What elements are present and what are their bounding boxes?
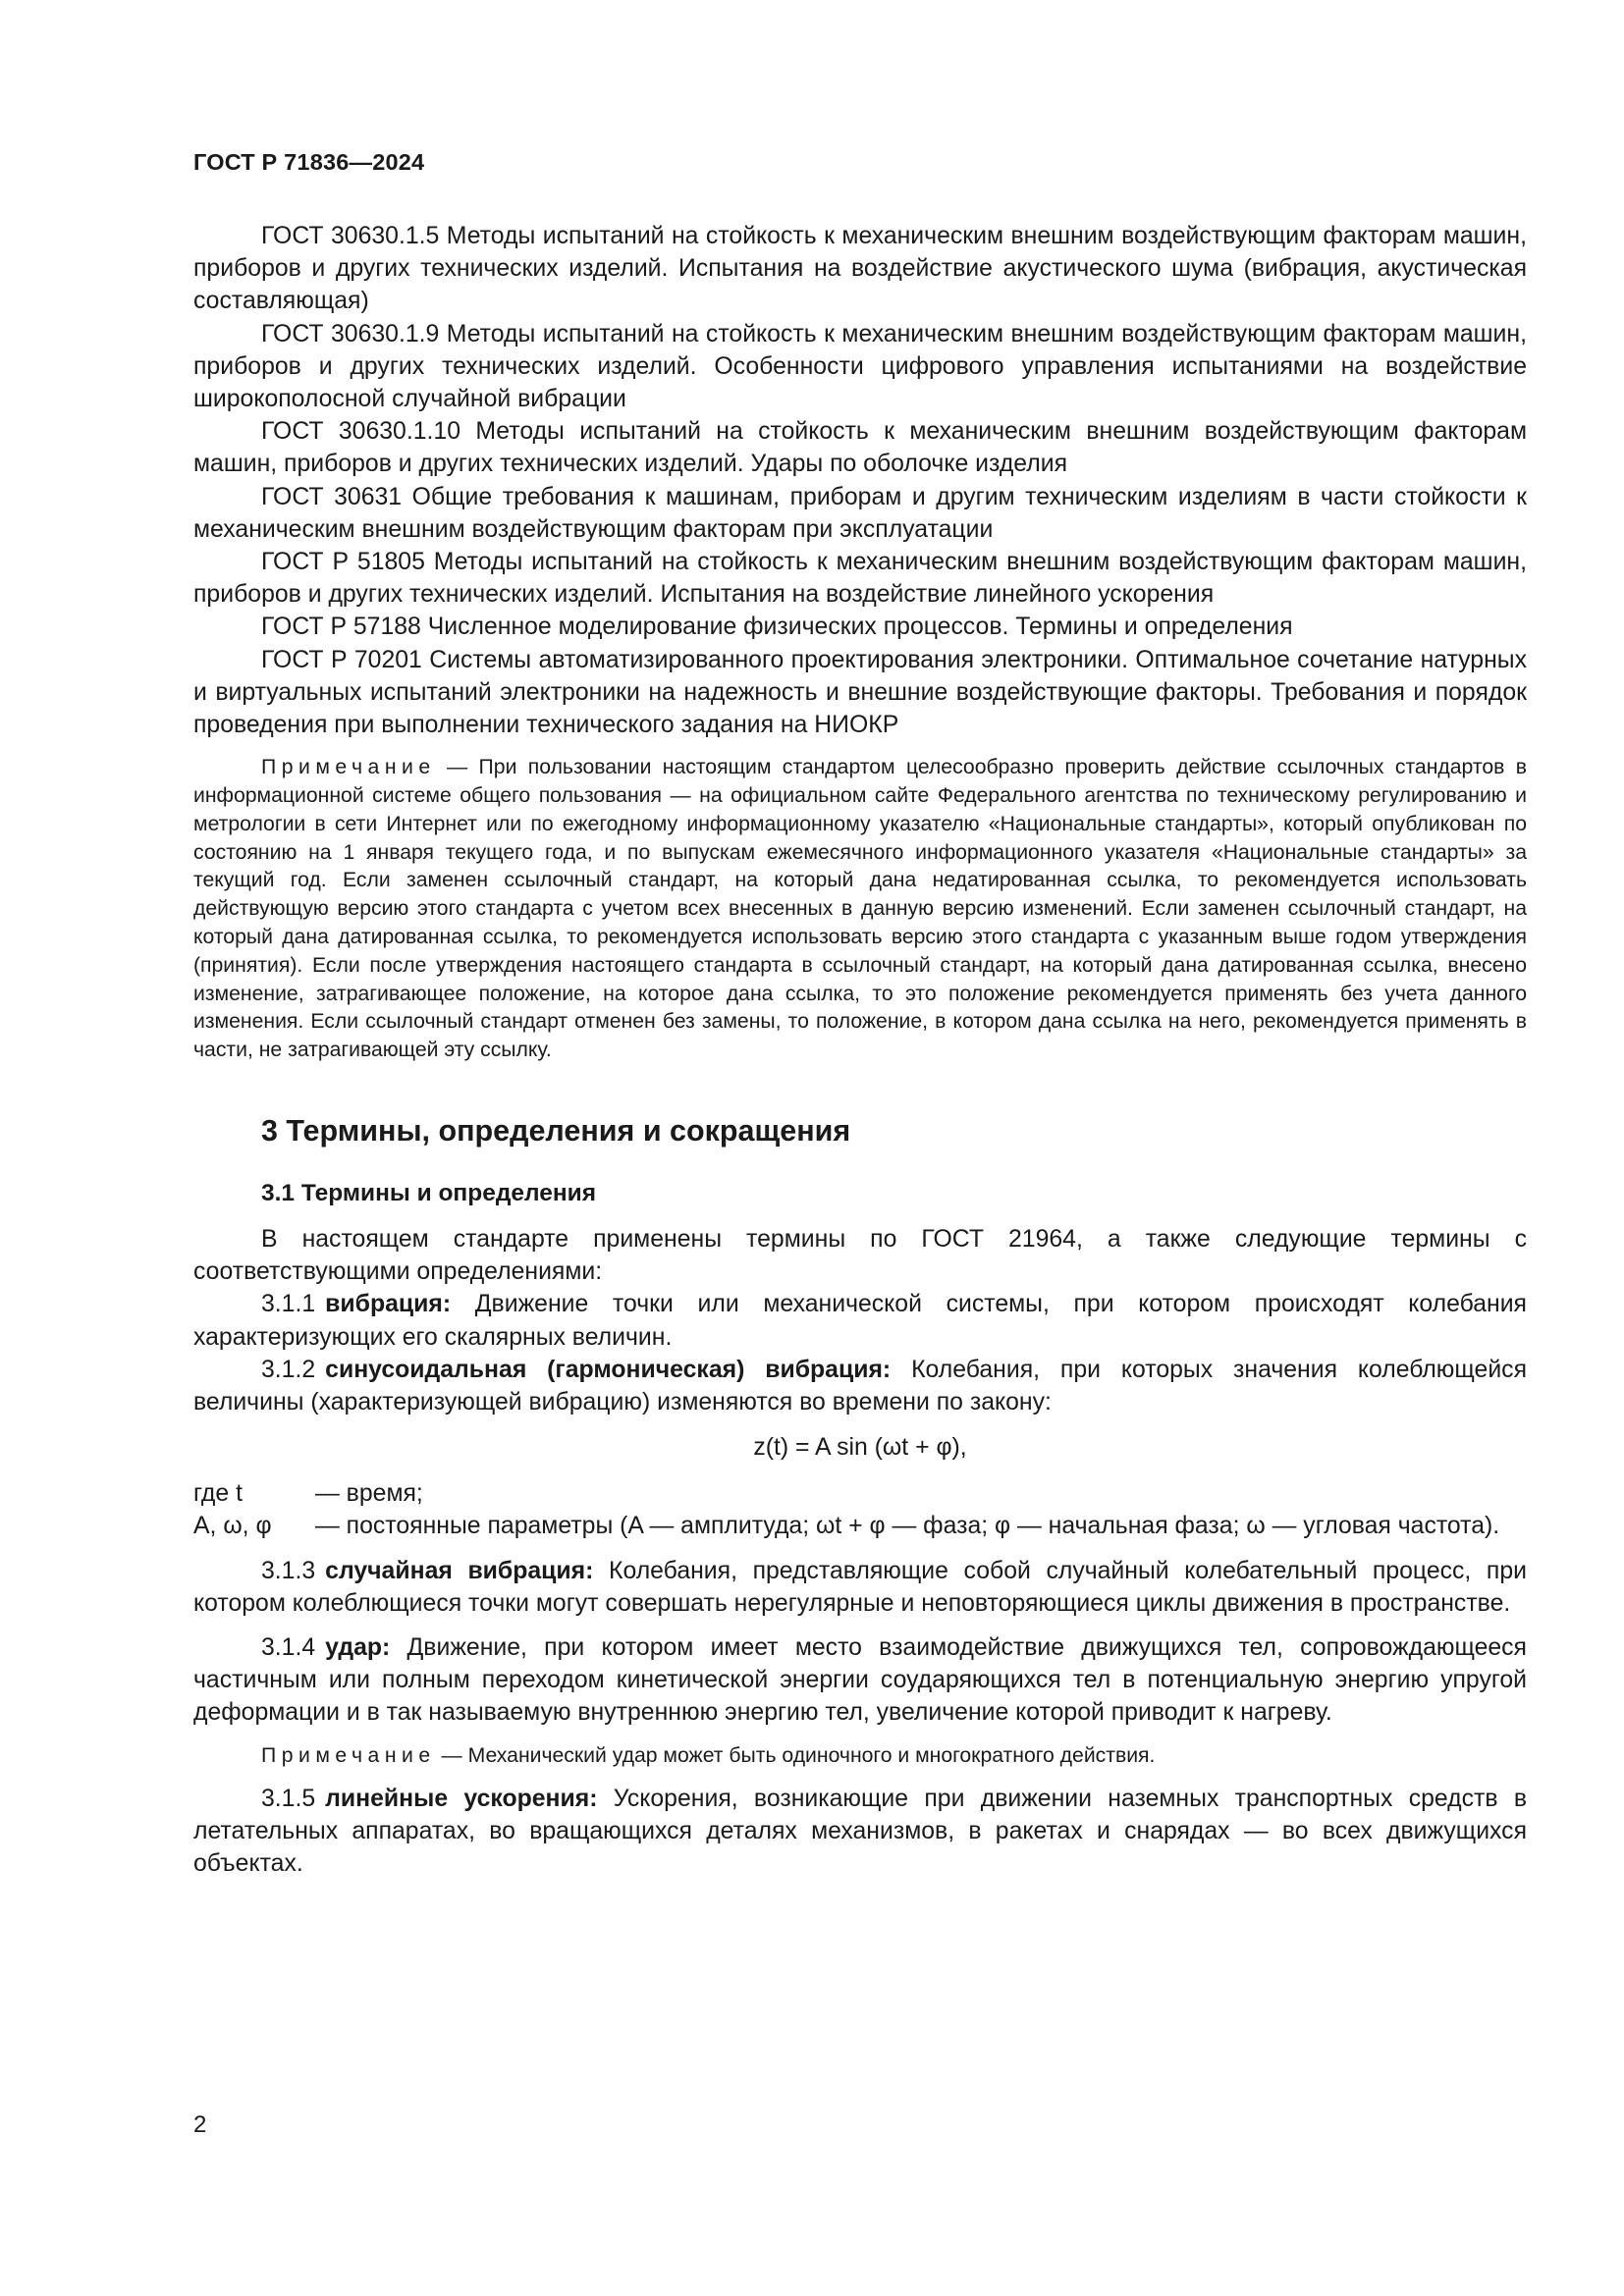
- shock-note: [193, 1741, 1527, 1771]
- term-name: случайная вибрация:: [325, 1557, 594, 1584]
- term-definition: Колебания, представляющие собой случайный колебательный процесс, при котором колеблющиеся точки могут совершать нерегулярные и неповторяющиеся циклы движения в пространстве.: [193, 1557, 1527, 1617]
- legend-description: — время;: [315, 1480, 423, 1508]
- term-definition: Движение точки или механической системы, при котором происходят колебания характеризующих его скалярных величин.: [193, 1291, 1527, 1351]
- subsection-3-1-title: 3.1 Термины и определения: [261, 1180, 597, 1207]
- term-3-1-2: [193, 1354, 1527, 1418]
- vibration-formula: z(t) = A sin (ωt + φ),: [753, 1434, 967, 1462]
- legend-symbol: где t: [193, 1480, 243, 1508]
- term-number: 3.1.2: [261, 1356, 316, 1383]
- reference-item: ГОСТ 30630.1.9 Методы испытаний на стойкость к механическим внешним воздействующим факторам машин, приборов и других технических изделий. Особенности цифрового управления испытаниями на воздействие широкополосной случайной вибрации: [193, 320, 1527, 413]
- term-number: 3.1.3: [261, 1557, 316, 1584]
- legend-row-t: [193, 1477, 1527, 1510]
- term-definition: Ускорения, возникающие при движении наземных транспортных средств в летательных аппаратах, во вращающихся деталях механизмов, в ракетах и снарядах — во всех движущихся объектах.: [193, 1785, 1527, 1878]
- term-3-1-5: [193, 1783, 1527, 1881]
- term-3-1-3: [193, 1555, 1527, 1620]
- formula-legend: [193, 1477, 1527, 1542]
- normative-references-list: [193, 220, 1527, 741]
- terms-intro: В настоящем стандарте применены термины по ГОСТ 21964, а также следующие термины с соответствующими определениями:: [193, 1226, 1527, 1286]
- reference-item: ГОСТ Р 70201 Системы автоматизированного проектирования электроники. Оптимальное сочетание натурных и виртуальных испытаний электроники на надежность и внешние воздействующие факторы. Требования и порядок проведения при выполнении технического задания на НИОКР: [193, 646, 1527, 739]
- note-text: — Механический удар может быть одиночного и многократного действия.: [435, 1743, 1156, 1767]
- term-name: удар:: [325, 1634, 391, 1662]
- reference-item: ГОСТ Р 57188 Численное моделирование физических процессов. Термины и определения: [261, 614, 1293, 641]
- reference-item: ГОСТ 30630.1.10 Методы испытаний на стойкость к механическим внешним воздействующим факторам машин, приборов и других технических изделий. Удары по оболочке изделия: [193, 418, 1527, 478]
- term-name: синусоидальная (гармоническая) вибрация:: [325, 1356, 892, 1383]
- term-name: вибрация:: [325, 1291, 452, 1318]
- section-3-title: 3 Термины, определения и сокращения: [261, 1114, 851, 1148]
- reference-item: ГОСТ Р 51805 Методы испытаний на стойкость к механическим внешним воздействующим факторам машин, приборов и других технических изделий. Испытания на воздействие линейного ускорения: [193, 549, 1527, 609]
- term-number: 3.1.4: [261, 1634, 316, 1662]
- reference-item: ГОСТ 30631 Общие требования к машинам, приборам и другим техническим изделиям в части стойкости к механическим внешним воздействующим факторам при эксплуатации: [193, 483, 1527, 543]
- term-3-1-4: [193, 1631, 1527, 1730]
- reference-item: ГОСТ 30630.1.5 Методы испытаний на стойкость к механическим внешним воздействующим факторам машин, приборов и других технических изделий. Испытания на воздействие акустического шума (вибрация, акустическая составляющая): [193, 223, 1527, 315]
- term-3-1-1: [193, 1288, 1527, 1353]
- term-number: 3.1.1: [261, 1291, 316, 1318]
- references-note: [193, 754, 1527, 1065]
- note-text: — При пользовании настоящим стандартом целесообразно проверить действие ссылочных стандартов в информационной системе общего пользования — на официальном сайте Федерального агентства по техническому регулированию и метрологии в сети Интернет или по ежегодному информационному указателю «Национальные стандарты», который опубликован по состоянию на 1 января текущего года, и по выпускам ежемесячного информационного указателя «Национальные стандарты» за текущий год. Если заменен ссылочный стандарт, на который дана недатированная ссылка, то рекомендуется использовать действующую версию этого стандарта с учетом всех внесенных в данную версию изменений. Если заменен ссылочный стандарт, на который дана датированная ссылка, то рекомендуется использовать версию этого стандарта с указанным выше годом утверждения (принятия). Если после утверждения настоящего стандарта в ссылочный стандарт, на который дана датированная ссылка, внесено изменение, затрагивающее положение, на которое дана ссылка, то это положение рекомендуется применять без учета данного изменения. Если ссылочный стандарт отменен без замены, то положение, в котором дана ссылка на него, рекомендуется применять в части, не затрагивающей эту ссылку.: [193, 756, 1527, 1062]
- page-body: [193, 220, 1527, 1880]
- term-definition: Колебания, при которых значения колеблющейся величины (характеризующей вибрацию) изменяются во времени по закону:: [193, 1356, 1527, 1416]
- note-label: Примечание: [261, 756, 436, 779]
- term-name: линейные ускорения:: [325, 1785, 598, 1812]
- document-code-header: ГОСТ Р 71836—2024: [193, 149, 425, 175]
- legend-symbol: A, ω, φ: [193, 1513, 272, 1540]
- term-definition: Движение, при котором имеет место взаимодействие движущихся тел, сопровождающееся частичным или полным переходом кинетической энергии соударяющихся тел в потенциальную энергию упругой деформации и в так называемую внутреннюю энергию тел, увеличение которой приводит к нагреву.: [193, 1634, 1527, 1727]
- legend-row-params: [193, 1510, 1527, 1542]
- term-number: 3.1.5: [261, 1785, 316, 1812]
- page-number: 2: [193, 2111, 207, 2138]
- note-label: Примечание: [261, 1743, 436, 1767]
- legend-description: — постоянные параметры (A — амплитуда; ωt + φ — фаза; φ — начальная фаза; ω — угловая частота).: [315, 1513, 1500, 1540]
